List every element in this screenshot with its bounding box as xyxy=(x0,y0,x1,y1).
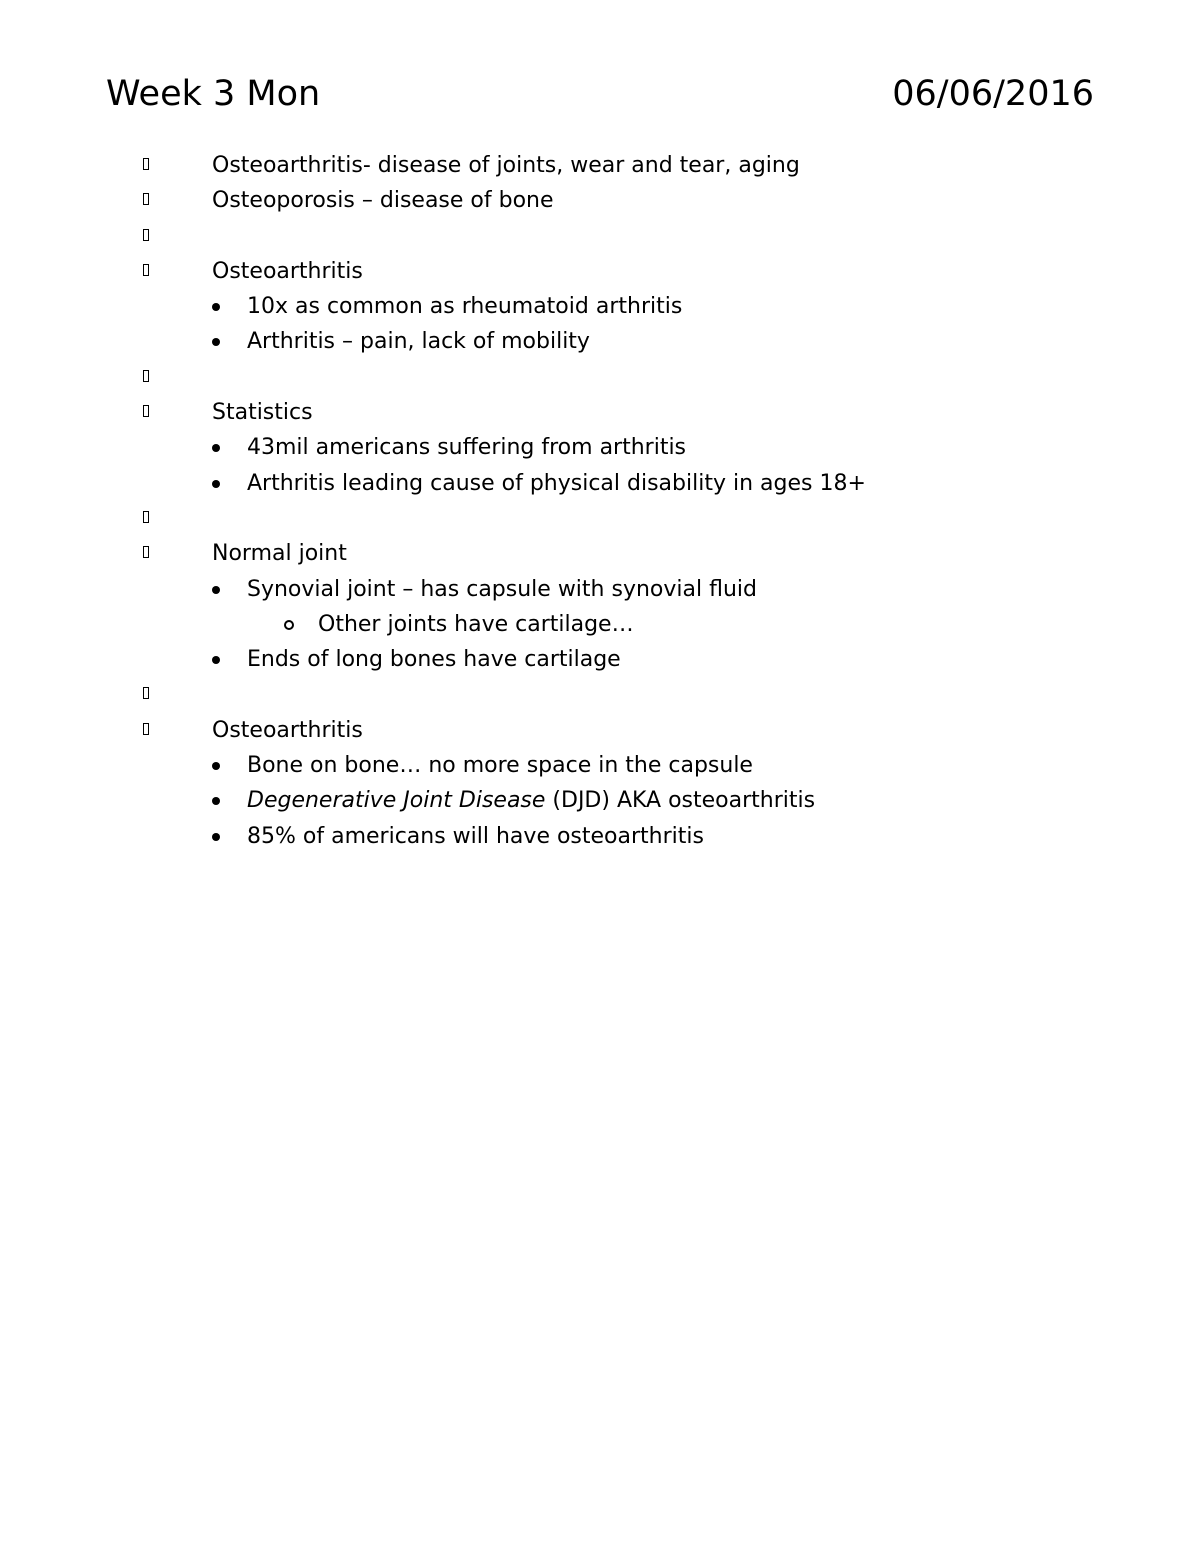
missing-glyph-bullet-icon xyxy=(143,229,149,241)
notes-list xyxy=(0,148,1200,854)
note-subsubitem xyxy=(0,607,1200,642)
missing-glyph-bullet-icon xyxy=(143,370,149,382)
note-subitem xyxy=(0,324,1200,359)
filled-bullet-icon xyxy=(212,303,220,311)
note-item xyxy=(0,183,1200,218)
page-header xyxy=(106,70,1094,118)
page-title: Week 3 Mon xyxy=(106,74,321,114)
note-subitem xyxy=(0,289,1200,324)
missing-glyph-bullet-icon xyxy=(143,264,149,276)
note-text: Osteoporosis – disease of bone xyxy=(212,188,554,214)
note-subitem xyxy=(0,466,1200,501)
note-text: Arthritis leading cause of physical disability in ages 18+ xyxy=(247,470,866,496)
filled-bullet-icon xyxy=(212,833,220,841)
note-item-empty xyxy=(0,219,1200,254)
note-item-empty xyxy=(0,501,1200,536)
note-subitem xyxy=(0,642,1200,677)
missing-glyph-bullet-icon xyxy=(143,193,149,205)
missing-glyph-bullet-icon xyxy=(143,511,149,523)
missing-glyph-bullet-icon xyxy=(143,723,149,735)
note-item-empty xyxy=(0,360,1200,395)
note-text: Ends of long bones have cartilage xyxy=(247,647,621,673)
note-item xyxy=(0,395,1200,430)
note-text: Synovial joint – has capsule with synovial fluid xyxy=(247,576,757,602)
missing-glyph-bullet-icon xyxy=(143,158,149,170)
note-heading: Normal joint xyxy=(212,541,347,567)
note-subitem xyxy=(0,572,1200,607)
filled-bullet-icon xyxy=(212,797,220,805)
note-heading: Osteoarthritis xyxy=(212,717,363,743)
missing-glyph-bullet-icon xyxy=(143,405,149,417)
filled-bullet-icon xyxy=(212,444,220,452)
note-text: 43mil americans suffering from arthritis xyxy=(247,435,687,461)
note-text-composite xyxy=(247,783,815,818)
note-text: 10x as common as rheumatoid arthritis xyxy=(247,294,683,320)
filled-bullet-icon xyxy=(212,656,220,664)
note-item xyxy=(0,536,1200,571)
hollow-bullet-icon xyxy=(284,620,294,630)
note-subitem xyxy=(0,783,1200,818)
note-text: Bone on bone… no more space in the capsule xyxy=(247,753,753,779)
note-item-empty xyxy=(0,677,1200,712)
note-heading: Osteoarthritis xyxy=(212,258,363,284)
note-text: (DJD) AKA osteoarthritis xyxy=(545,788,816,814)
note-text: Other joints have cartilage… xyxy=(318,611,634,637)
note-subitem xyxy=(0,748,1200,783)
note-subitem xyxy=(0,430,1200,465)
missing-glyph-bullet-icon xyxy=(143,546,149,558)
note-text: Arthritis – pain, lack of mobility xyxy=(247,329,590,355)
filled-bullet-icon xyxy=(212,338,220,346)
note-text: Osteoarthritis- disease of joints, wear and tear, aging xyxy=(212,153,800,178)
page-date: 06/06/2016 xyxy=(892,74,1094,114)
filled-bullet-icon xyxy=(212,480,220,488)
note-italic-term: Degenerative Joint Disease xyxy=(247,788,546,814)
missing-glyph-bullet-icon xyxy=(143,687,149,699)
filled-bullet-icon xyxy=(212,762,220,770)
note-item xyxy=(0,148,1200,183)
filled-bullet-icon xyxy=(212,586,220,594)
note-item xyxy=(0,713,1200,748)
note-item xyxy=(0,254,1200,289)
note-text: 85% of americans will have osteoarthritis xyxy=(247,823,704,849)
note-heading: Statistics xyxy=(212,400,313,426)
note-subitem xyxy=(0,819,1200,854)
